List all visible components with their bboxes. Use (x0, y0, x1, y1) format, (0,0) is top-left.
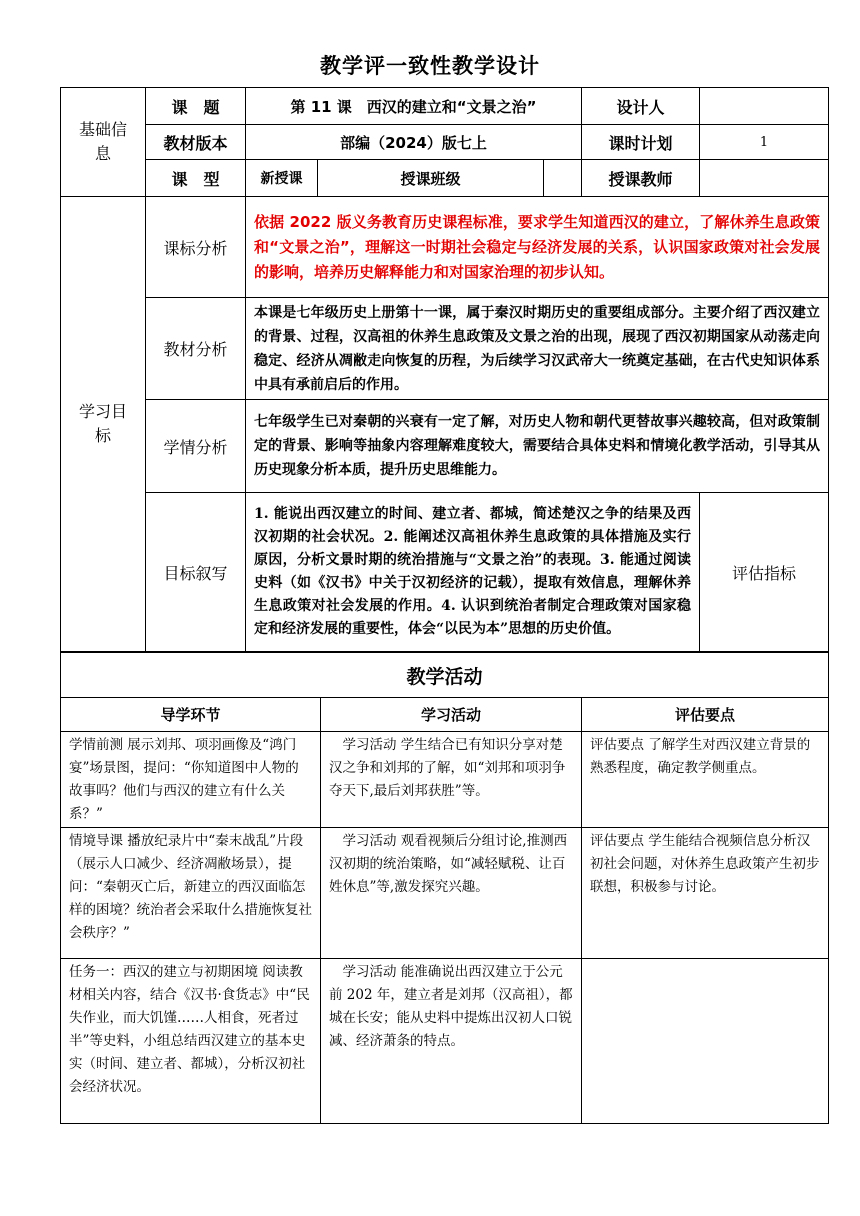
activity-cell: 学习活动 能准确说出西汉建立于公元前 202 年，建立者是刘邦（汉高祖），都城在长安；能从史料中提炼出汉初人口锐减、经济萧条的特点。 (321, 959, 582, 1124)
objectives-label: 目标叙写 (146, 493, 246, 652)
curriculum-analysis-label: 课标分析 (146, 197, 246, 298)
objectives-text: 1. 能说出西汉建立的时间、建立者、都城，简述楚汉之争的结果及西汉初期的社会状况。2. 能阐述汉高祖休养生息政策的具体措施及实行原因，分析文景时期的统治措施与“文景之治”的表现。3. 能通过阅读史料（如《汉书》中关于汉初经济的记载），提取有效信息，理解休养生息政策对社会发展的作用。4. 认识到统治者制定合理政策对国家稳定和经济发展的重要性，体会“以民为本”思想的历史价值。 (246, 493, 700, 652)
column-header-guide: 导学环节 (61, 698, 321, 732)
lesson-plan-value: 1 (700, 125, 829, 160)
activities-table (60, 652, 829, 1124)
teacher-value (700, 160, 829, 197)
page-title: 教学评一致性教学设计 (320, 54, 540, 78)
table-row (61, 828, 829, 959)
curriculum-analysis-text: 依据 2022 版义务教育历史课程标准，要求学生知道西汉的建立，了解休养生息政策和“文景之治”，理解这一时期社会稳定与经济发展的关系，认识国家政策对社会发展的影响，培养历史解释能力和对国家治理的初步认知。 (246, 197, 829, 298)
activity-cell: 学习活动 学生结合已有知识分享对楚汉之争和刘邦的了解，如“刘邦和项羽争夺天下,最后刘邦获胜”等。 (321, 732, 582, 828)
guide-cell: 情境导课 播放纪录片中“秦末战乱”片段（展示人口减少、经济凋敝场景），提问：“秦朝灭亡后，新建立的西汉面临怎样的困境？统治者会采取什么措施恢复社会秩序？” (61, 828, 321, 959)
textbook-analysis-label: 教材分析 (146, 298, 246, 400)
topic-label: 课 题 (146, 88, 246, 125)
lesson-type-label: 课 型 (146, 160, 246, 197)
class-label: 授课班级 (318, 160, 544, 197)
table-row (61, 959, 829, 1124)
edition-value: 部编（2024）版七上 (246, 125, 582, 160)
lesson-plan-label: 课时计划 (582, 125, 700, 160)
designer-label: 设计人 (582, 88, 700, 125)
eval-cell (582, 959, 829, 1124)
activity-cell: 学习活动 观看视频后分组讨论,推测西汉初期的统治策略，如“减轻赋税、让百姓休息”等,激发探究兴趣。 (321, 828, 582, 959)
column-header-activity: 学习活动 (321, 698, 582, 732)
lesson-type-value: 新授课 (246, 160, 318, 197)
guide-cell: 任务一：西汉的建立与初期困境 阅读教材相关内容，结合《汉书·食货志》中“民失作业，而大饥馑……人相食，死者过半”等史料，小组总结西汉建立的基本史实（时间、建立者、都城），分析汉初社会经济状况。 (61, 959, 321, 1124)
designer-value (700, 88, 829, 125)
textbook-analysis-text: 本课是七年级历史上册第十一课，属于秦汉时期历史的重要组成部分。主要介绍了西汉建立的背景、过程，汉高祖的休养生息政策及文景之治的出现，展现了西汉初期国家从动荡走向稳定、经济从凋敝走向恢复的历程，为后续学习汉武帝大一统奠定基础，在古代史知识体系中具有承前启后的作用。 (246, 298, 829, 400)
student-analysis-label: 学情分析 (146, 400, 246, 493)
column-header-eval: 评估要点 (582, 698, 829, 732)
class-value (544, 160, 582, 197)
table-row (61, 732, 829, 828)
teacher-label: 授课教师 (582, 160, 700, 197)
design-table (60, 87, 829, 652)
evaluation-indicators-label: 评估指标 (700, 493, 829, 652)
topic-value: 第 11 课 西汉的建立和“文景之治” (246, 88, 582, 125)
basic-info-label: 基础信息 (61, 88, 146, 197)
student-analysis-text: 七年级学生已对秦朝的兴衰有一定了解，对历史人物和朝代更替故事兴趣较高，但对政策制定的背景、影响等抽象内容理解难度较大，需要结合具体史料和情境化教学活动，引导其从历史现象分析本质，提升历史思维能力。 (246, 400, 829, 493)
eval-cell: 评估要点 学生能结合视频信息分析汉初社会问题，对休养生息政策产生初步联想，积极参与讨论。 (582, 828, 829, 959)
eval-cell: 评估要点 了解学生对西汉建立背景的熟悉程度，确定教学侧重点。 (582, 732, 829, 828)
edition-label: 教材版本 (146, 125, 246, 160)
learning-goals-label: 学习目标 (61, 197, 146, 652)
guide-cell: 学情前测 展示刘邦、项羽画像及“鸿门宴”场景图，提问：“你知道图中人物的故事吗？他们与西汉的建立有什么关系？” (61, 732, 321, 828)
activities-heading: 教学活动 (61, 653, 829, 698)
